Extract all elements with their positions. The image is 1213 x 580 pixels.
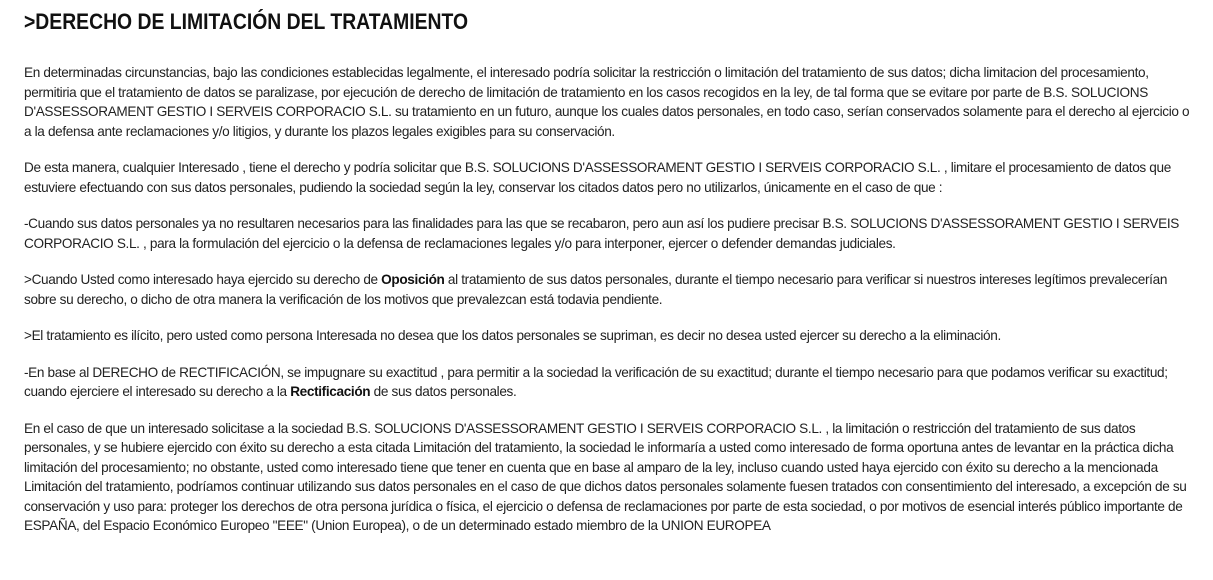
- paragraph-case-not-necessary: -Cuando sus datos personales ya no resultaren necesarios para las finalidades para las que se recabaron, pero aun así los pudiere precisar B.S. SOLUCIONS D'ASSESSORAMENT GESTIO I SERVEIS CORPORACIO S.L. , para la formulación del ejercicio o la defensa de reclamaciones legales y/o para interponer, ejercer o defender demandas judiciales.: [24, 216, 1179, 251]
- paragraph-case-opposition-text-end: al tratamiento de sus datos personales, durante el tiempo necesario para verificar si nuestros intereses legítimos prevalecerían sobre su derecho, o dicho de otra manera la verificación de los motivos que prevalezcan está todavia pendiente.: [24, 272, 1168, 307]
- paragraph-lifting-limitation: En el caso de que un interesado solicitase a la sociedad B.S. SOLUCIONS D'ASSESSORAMENT GESTIO I SERVEIS CORPORACIO S.L. , la limitación o restricción del tratamiento de sus datos personales, y se hubiere ejercido con éxito su derecho a esta citada Limitación del tratamiento, la sociedad le informaría a usted como interesado de forma oportuna antes de levantar en la práctica dicha limitación del procesamiento; no obstante, usted como interesado tiene que tener en cuenta que en base al amparo de la ley, incluso cuando usted haya ejercido con éxito su derecho a la mencionada Limitación del tratamiento, podríamos continuar utilizando sus datos personales en el caso de que dichos datos personales solamente fuesen tratados con consentimiento del interesado, a excepción de su conservación y uso para: proteger los derechos de otra persona jurídica o física, el ejercicio o defensa de reclamaciones por parte de esta sociedad, o por motivos de esencial interés público importante de ESPAÑA, del Espacio Económico Europeo "EEE" (Union Europea), o de un determinado estado miembro de la UNION EUROPEA: [24, 420, 1187, 533]
- paragraph-case-rectification-text-end: de sus datos personales.: [370, 384, 517, 399]
- paragraph-case-rectification: [24, 363, 1196, 402]
- paragraph-case-rectification-text-start: -En base al DERECHO de RECTIFICACIÓN, se impugnare su exactitud , para permitir a la sociedad la verificación de su exactitud; durante el tiempo necesario para que podamos verificar su exactitud; cuando ejerciere el interesado su derecho a la: [24, 364, 1168, 399]
- paragraph-right-description: De esta manera, cualquier Interesado , tiene el derecho y podría solicitar que B.S. SOLUCIONS D'ASSESSORAMENT GESTIO I SERVEIS CORPORACIO S.L. , limitare el procesamiento de datos que estuviere efectuando con sus datos personales, pudiendo la sociedad según la ley, conservar los citados datos pero no utilizarlos, únicamente en el caso de que :: [24, 160, 1171, 195]
- legal-document: [24, 8, 1196, 553]
- rectification-emphasis: Rectificación: [290, 384, 371, 399]
- page-title: >DERECHO DE LIMITACIÓN DEL TRATAMIENTO: [24, 9, 469, 34]
- paragraph-case-opposition-text-start: >Cuando Usted como interesado haya ejercido su derecho de: [24, 272, 382, 287]
- paragraph-case-opposition: [24, 270, 1196, 309]
- paragraph-case-unlawful: >El tratamiento es ilícito, pero usted como persona Interesada no desea que los datos personales se supriman, es decir no desea usted ejercer su derecho a la eliminación.: [24, 328, 1001, 343]
- paragraph-intro: En determinadas circunstancias, bajo las condiciones establecidas legalmente, el interesado podría solicitar la restricción o limitación del tratamiento de sus datos; dicha limitacion del procesamiento, permitiria que el tratamiento de datos se paralizase, por ejecución de derecho de limitación de tratamiento en los casos recogidos en la ley, de tal forma que se evitare por parte de B.S. SOLUCIONS D'ASSESSORAMENT GESTIO I SERVEIS CORPORACIO S.L. su tratamiento en un futuro, aunque los cuales datos personales, en todo caso, serían conservados solamente para el derecho al ejercicio o a la defensa ante reclamaciones y/o litigios, y durante los plazos legales exigibles para su conservación.: [24, 65, 1190, 139]
- opposition-emphasis: Oposición: [381, 272, 445, 287]
